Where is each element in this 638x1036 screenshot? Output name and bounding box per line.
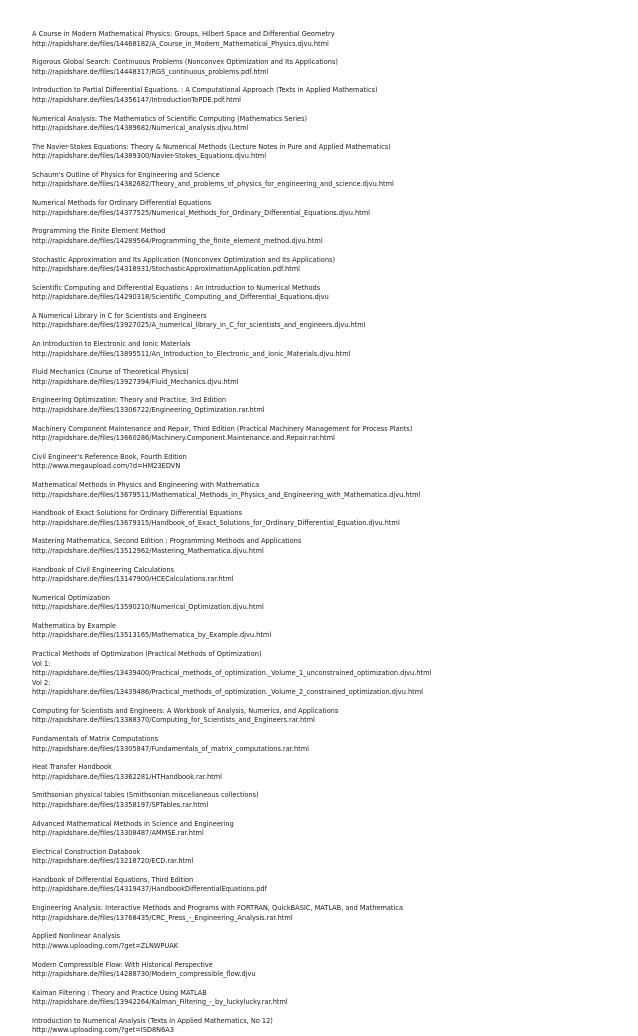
book-entry <box>32 537 618 556</box>
book-title: Mathematica by Example <box>32 621 116 630</box>
download-link[interactable]: http://rapidshare.de/files/13147900/HCECalculations.rar.html <box>32 575 234 584</box>
book-entry <box>32 820 618 839</box>
book-title: Stochastic Approximation and Its Application (Nonconvex Optimization and Its Applications) <box>32 255 336 264</box>
download-link[interactable]: http://rapidshare.de/files/13358197/SPTables.rar.html <box>32 800 209 809</box>
book-entry <box>32 594 618 613</box>
download-link[interactable]: http://rapidshare.de/files/14356147/IntroductionToPDE.pdf.html <box>32 95 241 104</box>
book-title: Kalman Filtering : Theory and Practice Using MATLAB <box>32 988 207 997</box>
book-entry <box>32 86 618 105</box>
book-title: Handbook of Exact Solutions for Ordinary Differential Equations <box>32 509 243 518</box>
book-title: Numerical Optimization <box>32 593 110 602</box>
book-title: Fluid Mechanics (Course of Theoretical Physics) <box>32 368 189 377</box>
book-title: A Course in Modern Mathematical Physics: Groups, Hilbert Space and Differential Geometry <box>32 30 335 38</box>
book-title: Engineering Optimization: Theory and Practice, 3rd Edition <box>32 396 227 405</box>
download-link[interactable]: http://rapidshare.de/files/13768435/CRC_Press_-_Engineering_Analysis.rar.html <box>32 913 293 922</box>
book-title: An Introduction to Electronic and Ionic Materials <box>32 340 191 349</box>
book-entry <box>32 143 618 162</box>
book-title: Electrical Construction Databook <box>32 847 141 856</box>
book-entry <box>32 509 618 528</box>
book-title: Handbook of Differential Equations, Third Edition <box>32 875 194 884</box>
book-title: Machinery Component Maintenance and Repair, Third Edition (Practical Machinery Management for Process Plants) <box>32 424 413 433</box>
book-title: A Numerical Library in C for Scientists and Engineers <box>32 311 207 320</box>
book-entry <box>32 622 618 641</box>
download-link[interactable]: http://rapidshare.de/files/14389300/Navier-Stokes_Equations.djvu.html <box>32 152 267 161</box>
download-link[interactable]: http://rapidshare.de/files/13305847/Fundamentals_of_matrix_computations.rar.html <box>32 744 309 753</box>
book-title: Numerical Analysis: The Mathematics of Scientific Computing (Mathematics Series) <box>32 114 308 123</box>
book-entry <box>32 396 618 415</box>
download-link[interactable]: http://www.megaupload.com/?d=HM23EDVN <box>32 462 181 471</box>
book-entry <box>32 791 618 810</box>
download-link[interactable]: http://rapidshare.de/files/13895511/An_Introduction_to_Electronic_and_Ionic_Materials.djvu.html <box>32 349 351 358</box>
download-link[interactable]: http://rapidshare.de/files/13660286/Machinery.Component.Maintenance.and.Repair.rar.html <box>32 434 335 443</box>
book-title: Heat Transfer Handbook <box>32 763 112 772</box>
book-title: Computing for Scientists and Engineers: A Workbook of Analysis, Numerics, and Applications <box>32 706 339 715</box>
book-entry <box>32 735 618 754</box>
book-entry <box>32 312 618 331</box>
book-title: Programming the Finite Element Method <box>32 227 166 236</box>
book-entry <box>32 227 618 246</box>
book-title: Mastering Mathematica, Second Edition : Programming Methods and Applications <box>32 537 302 546</box>
book-title: Engineering Analysis: Interactive Methods and Programs with FORTRAN, QuickBASIC, MATLAB, and Mathematica <box>32 904 403 913</box>
book-title: The Navier-Stokes Equations: Theory & Numerical Methods (Lecture Notes in Pure and Applied Mathematics) <box>32 142 391 151</box>
book-entry <box>32 115 618 134</box>
download-link[interactable]: http://rapidshare.de/files/14319437/HandbookDifferentialEquations.pdf <box>32 885 267 894</box>
book-entry <box>32 256 618 275</box>
book-entry <box>32 284 618 303</box>
book-entry <box>32 453 618 472</box>
download-link[interactable]: http://rapidshare.de/files/13927394/Fluid_Mechanics.djvu.html <box>32 377 239 386</box>
book-title: Mathematical Methods in Physics and Engineering with Mathematica <box>32 481 260 489</box>
download-link[interactable]: http://rapidshare.de/files/14468182/A_Course_in_Modern_Mathematical_Physics.djvu.html <box>32 39 329 48</box>
book-title: Practical Methods of Optimization (Practical Methods of Optimization) <box>32 650 262 659</box>
book-entry <box>32 961 618 980</box>
book-title: Applied Nonlinear Analysis <box>32 932 120 941</box>
download-link[interactable]: http://rapidshare.de/files/14377525/Numerical_Methods_for_Ordinary_Differential_Equations.djvu.html <box>32 208 371 217</box>
download-link[interactable]: http://rapidshare.de/files/13927025/A_numerical_library_in_C_for_scientists_and_engineers.djvu.html <box>32 321 366 330</box>
download-link[interactable]: http://rapidshare.de/files/13679511/Mathematical_Methods_in_Physics_and_Engineering_with_Mathematica.djvu.html <box>32 490 421 499</box>
download-link[interactable]: http://rapidshare.de/files/13590210/Numerical_Optimization.djvu.html <box>32 603 264 612</box>
download-link[interactable]: http://www.uploading.com/?get=ZLNWPUAK <box>32 941 179 950</box>
book-title: Fundamentals of Matrix Computations <box>32 735 159 743</box>
download-link[interactable]: http://rapidshare.de/files/13218720/ECD.rar.html <box>32 857 194 866</box>
download-link[interactable]: http://rapidshare.de/files/13306722/Engineering_Optimization.rar.html <box>32 405 265 414</box>
book-title: Civil Engineer's Reference Book, Fourth Edition <box>32 452 187 461</box>
download-link[interactable]: http://rapidshare.de/files/14290318/Scientific_Computing_and_Differential_Equations.djvu <box>32 293 329 302</box>
book-title: Advanced Mathematical Methods in Science and Engineering <box>32 819 234 828</box>
book-title: Modern Compressible Flow: With Historical Perspective <box>32 960 213 969</box>
book-entry <box>32 566 618 585</box>
download-link[interactable]: http://rapidshare.de/files/13362281/HTHandbook.rar.html <box>32 772 222 781</box>
volume-label: Vol 2: <box>32 678 51 687</box>
book-title: Introduction to Partial Differential Equations. : A Computational Approach (Texts in Applied Mathematics) <box>32 86 378 95</box>
book-entry <box>32 650 618 698</box>
book-entry <box>32 876 618 895</box>
book-entry <box>32 340 618 359</box>
book-entry <box>32 58 618 77</box>
book-title: Introduction to Numerical Analysis (Texts in Applied Mathematics, No 12) <box>32 1016 273 1025</box>
book-title: Handbook of Civil Engineering Calculations <box>32 565 174 574</box>
book-title: Scientific Computing and Differential Equations : An Introduction to Numerical Methods <box>32 283 321 292</box>
download-link[interactable]: http://rapidshare.de/files/14448317/RGS_continuous_problems.pdf.html <box>32 67 269 76</box>
download-link[interactable]: http://rapidshare.de/files/14389682/Numerical_analysis.djvu.html <box>32 124 249 133</box>
book-title: Smithsonian physical tables (Smithsonian miscellaneous collections) <box>32 791 259 800</box>
download-link[interactable]: http://rapidshare.de/files/14289564/Programming_the_finite_element_method.djvu.html <box>32 236 323 245</box>
book-entry <box>32 171 618 190</box>
book-entry <box>32 30 618 49</box>
download-link[interactable]: http://rapidshare.de/files/14288730/Modern_compressible_flow.djvu <box>32 970 256 978</box>
book-entry <box>32 425 618 444</box>
download-link[interactable]: http://rapidshare.de/files/13679315/Handbook_of_Exact_Solutions_for_Ordinary_Differential_Equation.djvu.html <box>32 518 400 527</box>
download-link[interactable]: http://rapidshare.de/files/13308487/AMMSE.rar.html <box>32 829 204 838</box>
download-link[interactable]: http://rapidshare.de/files/13439400/Practical_methods_of_optimization._Volume_1_unconstrained_optimization.djvu.html <box>32 669 432 678</box>
download-link[interactable]: http://rapidshare.de/files/13942264/Kalman_Filtering_-_by_luckylucky.rar.html <box>32 998 288 1007</box>
book-entry <box>32 481 618 500</box>
download-link[interactable]: http://rapidshare.de/files/13439486/Practical_methods_of_optimization._Volume_2_constrained_optimization.djvu.html <box>32 688 423 697</box>
book-entry <box>32 763 618 782</box>
book-title: Rigorous Global Search: Continuous Problems (Nonconvex Optimization and Its Applications) <box>32 58 338 67</box>
book-entry <box>32 1017 618 1036</box>
book-entry <box>32 932 618 951</box>
download-link[interactable]: http://rapidshare.de/files/13388370/Computing_for_Scientists_and_Engineers.rar.html <box>32 716 315 725</box>
download-link[interactable]: http://www.uploading.com/?get=ISD8N6A3 <box>32 1026 175 1035</box>
download-link[interactable]: http://rapidshare.de/files/13513165/Mathematica_by_Example.djvu.html <box>32 631 272 640</box>
book-entry <box>32 368 618 387</box>
book-entry <box>32 707 618 726</box>
book-title: Numerical Methods for Ordinary Differential Equations <box>32 199 212 208</box>
download-link[interactable]: http://rapidshare.de/files/13512962/Mastering_Mathematica.djvu.html <box>32 546 264 555</box>
book-title: Schaum's Outline of Physics for Engineering and Science <box>32 170 220 179</box>
book-entry <box>32 904 618 923</box>
book-entry <box>32 199 618 218</box>
book-entry <box>32 848 618 867</box>
volume-label: Vol 1: <box>32 659 51 668</box>
book-entry <box>32 989 618 1008</box>
download-link[interactable]: http://rapidshare.de/files/14382682/Theory_and_problems_of_physics_for_engineering_and_science.djvu.html <box>32 180 394 189</box>
download-link[interactable]: http://rapidshare.de/files/14318931/StochasticApproximationApplication.pdf.html <box>32 265 300 273</box>
